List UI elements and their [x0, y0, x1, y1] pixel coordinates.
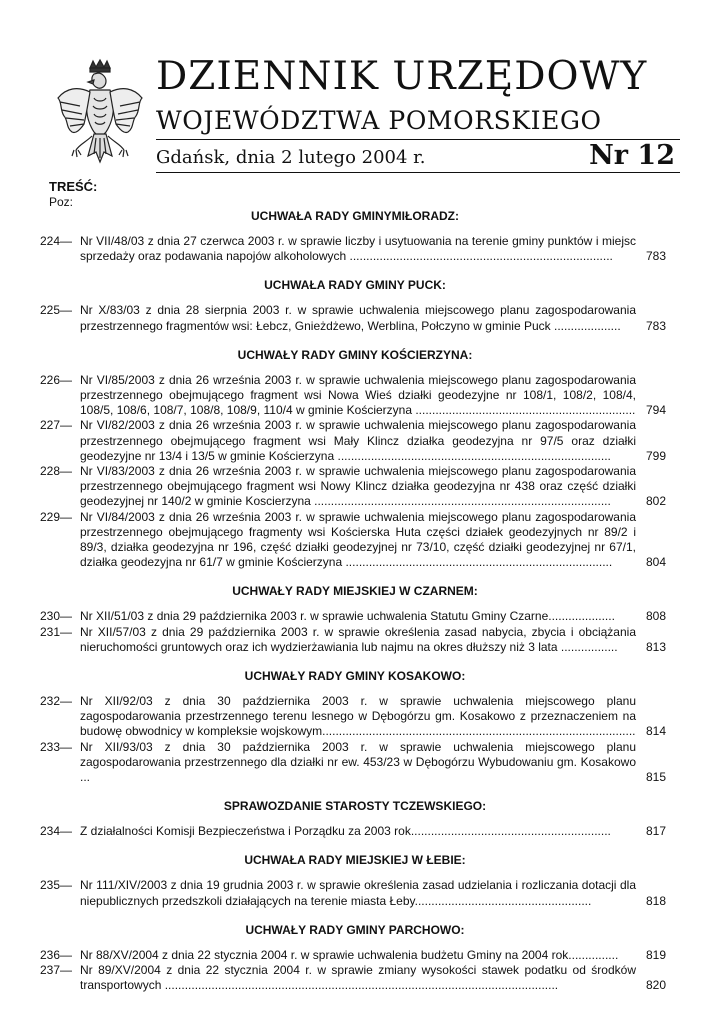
entry-title: Nr VII/48/03 z dnia 27 czerwca 2003 r. w sprawie liczby i usytuowania na terenie gminy punktów i miejsc sprzedaży oraz podawania napojów alkoholowych ...............................................................................: [80, 234, 636, 264]
toc-entry: [40, 609, 670, 624]
entry-title: Nr VI/85/2003 z dnia 26 września 2003 r. w sprawie uchwalenia miejscowego planu zagospodarowania przestrzennego obejmującego fragment wsi Nowa Wieś działki geodezyjne nr 108/1, 108/2, 108/4, 108/5, 108/6, 108/7, 108/8, 108/9, 110/4 w gminie Kościerzyna ..................................................................: [80, 372, 636, 418]
toc-entry: [40, 373, 670, 419]
section-heading: UCHWAŁY RADY GMINY KOSAKOWO:: [244, 669, 466, 684]
section-heading: UCHWAŁY RADY GMINY PARCHOWO:: [245, 922, 465, 937]
entry-title: Nr 111/XIV/2003 z dnia 19 grudnia 2003 r. w sprawie określenia zasad udzielania i rozliczania dotacji dla niepublicznych przedszkoli działających na terenie miasta Łeby.....................................................: [80, 878, 636, 908]
toc-entry: [40, 234, 670, 264]
toc-entry: [40, 963, 670, 993]
table-of-contents: [40, 203, 670, 1002]
entry-title: Nr VI/84/2003 z dnia 26 września 2003 r. w sprawie uchwalenia miejscowego planu zagospodarowania przestrzennego obejmującego fragmenty wsi Kościerska Huta części działek geodezyjnych nr 89/2 i 89/3, działka geodezyjna nr 196, część działki geodezyjnej nr 73/10, część działki geodezyjnej nr 67/1, działka geodezyjna nr 61/7 w gminie Kościerzyna ................................................................................: [80, 509, 636, 570]
toc-section: [40, 347, 670, 579]
entry-page-number: 783: [645, 249, 666, 264]
entry-page-number: 794: [645, 403, 666, 418]
toc-entry: [40, 948, 670, 963]
section-heading: UCHWAŁA RADY MIEJSKIEJ W ŁEBIE:: [244, 853, 466, 868]
entry-title: Z działalności Komisji Bezpieczeństwa i Porządku za 2003 rok............................................................: [80, 824, 611, 839]
entry-page-number: 804: [645, 555, 666, 570]
toc-entry: [40, 418, 670, 464]
entry-title: Nr XII/92/03 z dnia 30 października 2003 r. w sprawie uchwalenia miejscowego planu zagospodarowania przestrzennego terenu lesnego w Dębogórzu gm. Kosakowo z przeznaczeniem na budowę obwodnicy w kompleksie wojskowym..............................................................................................: [80, 694, 636, 739]
toc-section: [40, 668, 670, 793]
entry-number: 228—: [40, 464, 73, 479]
toc-entry: [40, 303, 670, 333]
entry-page-number: 783: [645, 318, 666, 333]
place-date: Gdańsk, dnia 2 lutego 2004 r.: [156, 147, 426, 168]
polish-eagle-emblem-icon: [50, 58, 150, 178]
toc-section: [40, 277, 670, 341]
entry-title: Nr XII/57/03 z dnia 29 października 2003 r. w sprawie określenia zasad nabycia, zbycia i obciążania nieruchomości gruntowych oraz ich wydzierżawiania lub najmu na okres dłuższy niż 3 lata .................: [80, 624, 636, 654]
entry-number: 227—: [40, 418, 73, 433]
contents-label: TREŚĆ:: [49, 179, 98, 194]
toc-entry: [40, 878, 670, 908]
entry-page-number: 818: [645, 893, 666, 908]
toc-entry: [40, 510, 670, 571]
entry-title: Nr XII/51/03 z dnia 29 października 2003 r. w sprawie uchwalenia Statutu Gminy Czarne....................: [80, 609, 615, 624]
entry-number: 235—: [40, 878, 73, 893]
entry-title: Nr 89/XV/2004 z dnia 22 stycznia 2004 r. w sprawie zmiany wysokości stawek podatku od środków transportowych ......................................................................................................................: [80, 963, 636, 993]
toc-section: [40, 922, 670, 1002]
entry-number: 224—: [40, 234, 73, 248]
section-heading: UCHWAŁY RADY GMINY KOŚCIERZYNA:: [237, 347, 473, 362]
entry-title: Nr XII/93/03 z dnia 30 października 2003 r. w sprawie uchwalenia miejscowego planu zagospodarowania przestrzennego dla działki nr ew. 453/23 w Dębogórzu Wybudowaniu gm. Kosakowo ...: [80, 739, 636, 785]
entry-number: 232—: [40, 694, 73, 709]
section-heading: SPRAWOZDANIE STAROSTY TCZEWSKIEGO:: [223, 799, 487, 814]
entry-number: 236—: [40, 947, 73, 962]
entry-number: 233—: [40, 739, 73, 754]
toc-section: [40, 798, 670, 847]
section-spacer: [40, 264, 670, 272]
issue-number: Nr 12: [589, 140, 675, 171]
entry-page-number: 808: [645, 609, 666, 624]
section-heading: UCHWAŁA RADY GMINYMIŁORADZ:: [251, 209, 459, 223]
gazette-title: DZIENNIK URZĘDOWY: [156, 54, 648, 99]
section-spacer: [40, 570, 670, 578]
section-spacer: [40, 994, 670, 1002]
toc-section: [40, 583, 670, 663]
entry-page-number: 813: [645, 639, 666, 654]
entry-page-number: 815: [645, 770, 666, 785]
toc-entry: [40, 464, 670, 510]
entry-page-number: 820: [645, 978, 666, 993]
entry-page-number: 819: [645, 947, 666, 962]
entry-title: Nr 88/XV/2004 z dnia 22 stycznia 2004 r. w sprawie uchwalenia budżetu Gminy na 2004 rok...............: [80, 947, 619, 962]
entry-number: 230—: [40, 609, 73, 624]
toc-entry: [40, 824, 670, 839]
entry-number: 225—: [40, 303, 73, 318]
section-spacer: [40, 655, 670, 663]
toc-section: [40, 852, 670, 916]
toc-entry: [40, 694, 670, 740]
header-rule-bottom: [156, 172, 680, 173]
section-spacer: [40, 334, 670, 342]
entry-title: Nr VI/83/2003 z dnia 26 września 2003 r. w sprawie uchwalenia miejscowego planu zagospodarowania przestrzennego obejmującego fragment wsi Nowy Klincz działka geodezyjna nr 438 oraz część działki geodezyjnej nr 140/2 w gminie Koscierzyna .........................................................................................: [80, 464, 636, 509]
entry-number: 231—: [40, 624, 73, 639]
section-spacer: [40, 839, 670, 847]
position-label: Poz:: [49, 195, 74, 209]
section-heading: UCHWAŁA RADY GMINY PUCK:: [264, 278, 446, 293]
section-spacer: [40, 909, 670, 917]
entry-page-number: 799: [645, 448, 666, 463]
entry-page-number: 802: [645, 494, 666, 509]
entry-page-number: 814: [645, 724, 666, 739]
entry-number: 234—: [40, 824, 73, 839]
toc-section: [40, 208, 670, 272]
entry-title: Nr X/83/03 z dnia 28 sierpnia 2003 r. w sprawie uchwalenia miejscowego planu zagospodarowania przestrzennego fragmentów wsi: Łebcz, Gnieżdżewo, Werblina, Połczyno w gminie Puck ....................: [80, 303, 636, 333]
entry-number: 237—: [40, 963, 73, 978]
entry-number: 229—: [40, 509, 73, 524]
entry-title: Nr VI/82/2003 z dnia 26 września 2003 r. w sprawie uchwalenia miejscowego planu zagospodarowania przestrzennego obejmującego fragment wsi Mały Klincz działka geodezyjna nr 97/5 oraz działki geodezyjne nr 13/4 i 13/5 w gminie Kościerzyna ..................................................................................: [80, 418, 636, 463]
section-heading: UCHWAŁY RADY MIEJSKIEJ W CZARNEM:: [232, 584, 478, 599]
gazette-subtitle: WOJEWÓDZTWA POMORSKIEGO: [156, 106, 602, 135]
entry-number: 226—: [40, 372, 73, 387]
toc-entry: [40, 625, 670, 655]
section-spacer: [40, 785, 670, 793]
toc-entry: [40, 740, 670, 786]
entry-page-number: 817: [645, 824, 666, 839]
